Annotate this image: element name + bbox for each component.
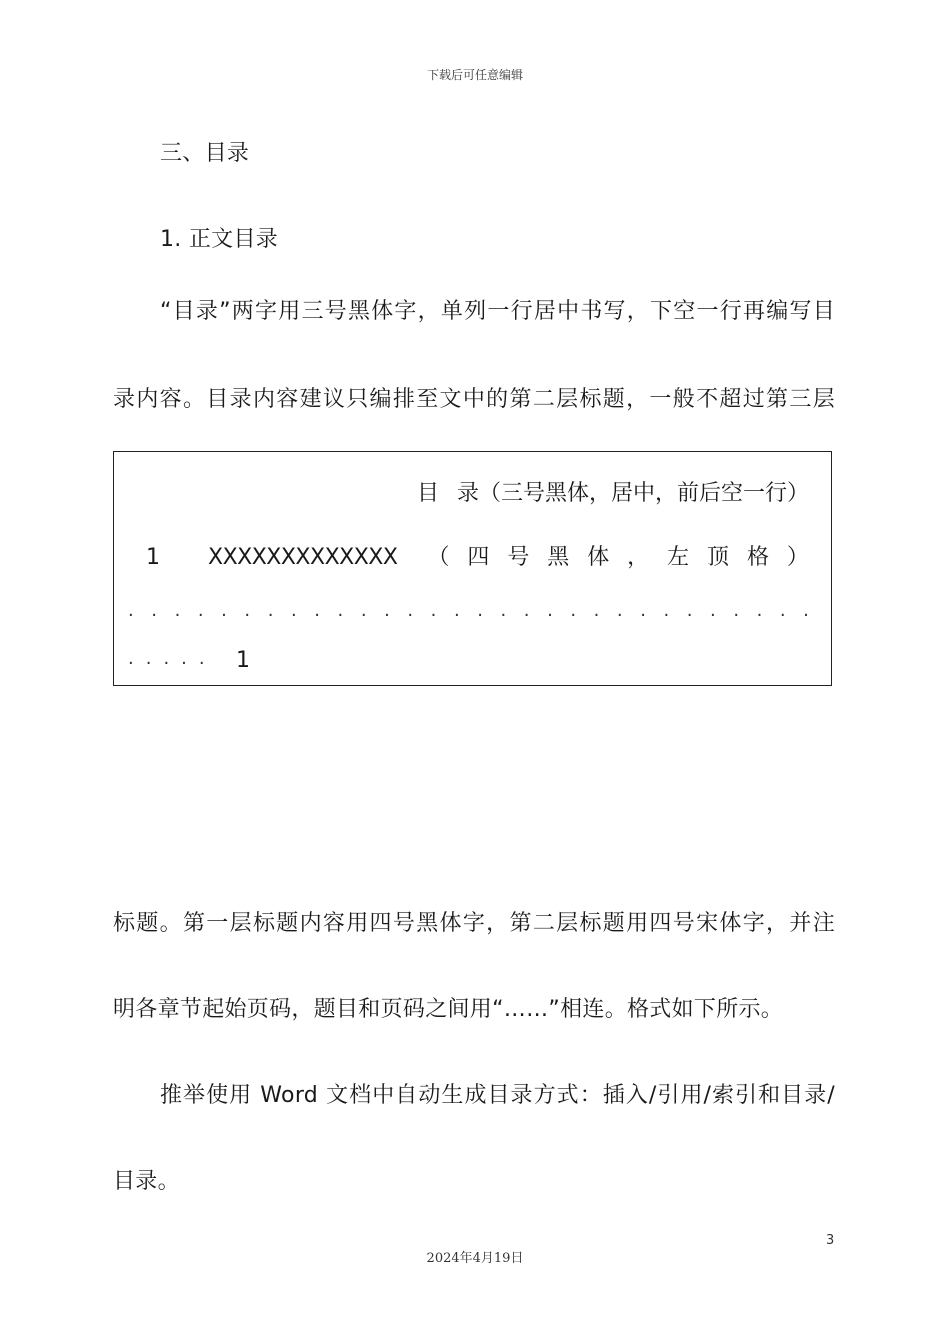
- toc-entry-note: [427, 540, 809, 571]
- note-char: 四: [467, 545, 490, 570]
- footer-date: 2024年4月19日: [426, 1251, 524, 1266]
- note-char: （: [427, 545, 450, 570]
- toc-title-char: 目: [416, 481, 439, 506]
- paragraph-line: 录内容。目录内容建议只编排至文中的第二层标题，一般不超过第三层: [113, 387, 835, 412]
- toc-example-title: [417, 476, 809, 507]
- note-char: 左: [667, 545, 690, 570]
- toc-title-note: （三号黑体，居中，前后空一行）: [478, 481, 809, 506]
- toc-entry-number: 1: [146, 545, 160, 570]
- paragraph-line: 明各章节起始页码，题目和页码之间用“……”相连。格式如下所示。: [113, 997, 784, 1022]
- note-char: ，: [627, 545, 650, 570]
- page-header: 下载后可任意编辑: [426, 68, 523, 82]
- paragraph-line: 标题。第一层标题内容用四号黑体字，第二层标题用四号宋体字，并注: [113, 911, 835, 936]
- toc-example-entry: [146, 540, 809, 571]
- paragraph-line: 推举使用 Word 文档中自动生成目录方式：插入/引用/索引和目录/: [160, 1083, 835, 1108]
- subsection-heading: 1. 正文目录: [160, 227, 279, 252]
- page-number: 3: [826, 1233, 835, 1248]
- toc-example-box: [113, 451, 832, 686]
- note-char: 格: [746, 545, 769, 570]
- toc-entry-page: 1: [236, 648, 250, 673]
- note-char: 号: [507, 545, 530, 570]
- paragraph-line: “目录”两字用三号黑体字，单列一行居中书写，下空一行再编写目: [160, 299, 835, 324]
- toc-dot-leader-cont: .....: [128, 648, 217, 669]
- note-char: ）: [786, 545, 809, 570]
- toc-entry-heading: XXXXXXXXXXXXX: [208, 545, 398, 570]
- note-char: 体: [587, 545, 610, 570]
- toc-dot-leader: . . . . . . . . . . . . . . . . . . . . . . . . . . . . . .: [128, 600, 809, 621]
- note-char: 黑: [547, 545, 570, 570]
- toc-title-char: 录: [456, 481, 479, 506]
- paragraph-line: 目录。: [113, 1169, 180, 1194]
- note-char: 顶: [707, 545, 730, 570]
- section-heading: 三、目录: [160, 141, 250, 166]
